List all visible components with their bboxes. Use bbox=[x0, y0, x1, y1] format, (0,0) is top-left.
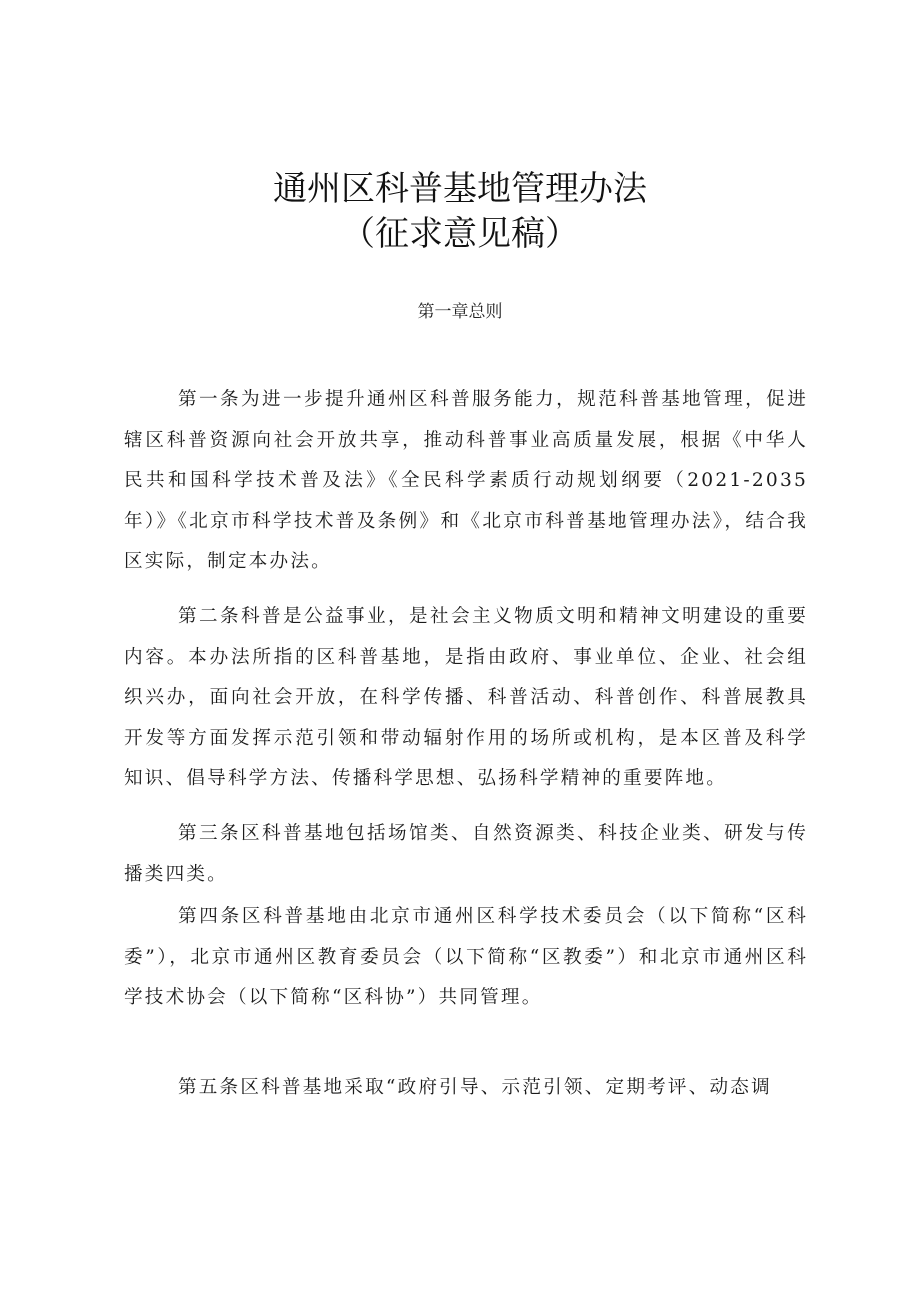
document-subtitle: （征求意见稿） bbox=[341, 214, 579, 254]
article-1-paragraph: 第一条为进一步提升通州区科普服务能力，规范科普基地管理，促进辖区科普资源向社会开放共享，推动科普事业高质量发展，根据《中华人民共和国科学技术普及法》《全民科学素质行动规划纲要（2021-2035年）》《北京市科学技术普及条例》和《北京市科普基地管理办法》，结合我区实际，制定本办法。 bbox=[124, 389, 808, 572]
chapter-heading: 第一章总则 bbox=[417, 302, 503, 322]
article-4-paragraph: 第四条区科普基地由北京市通州区科学技术委员会（以下简称“区科委”），北京市通州区教育委员会（以下简称“区教委”）和北京市通州区科学技术协会（以下简称“区科协”）共同管理。 bbox=[124, 906, 808, 1008]
article-3-paragraph: 第三条区科普基地包括场馆类、自然资源类、科技企业类、研发与传播类四类。 bbox=[124, 823, 808, 885]
article-2-paragraph: 第二条科普是公益事业，是社会主义物质文明和精神文明建设的重要内容。本办法所指的区科普基地，是指由政府、事业单位、企业、社会组织兴办，面向社会开放，在科学传播、科普活动、科普创作、科普展教具开发等方面发挥示范引领和带动辐射作用的场所或机构，是本区普及科学知识、倡导科学方法、传播科学思想、弘扬科学精神的重要阵地。 bbox=[124, 606, 808, 789]
document-title: 通州区科普基地管理办法 bbox=[273, 169, 647, 209]
article-5-paragraph: 第五条区科普基地采取“政府引导、示范引领、定期考评、动态调 bbox=[177, 1077, 772, 1098]
